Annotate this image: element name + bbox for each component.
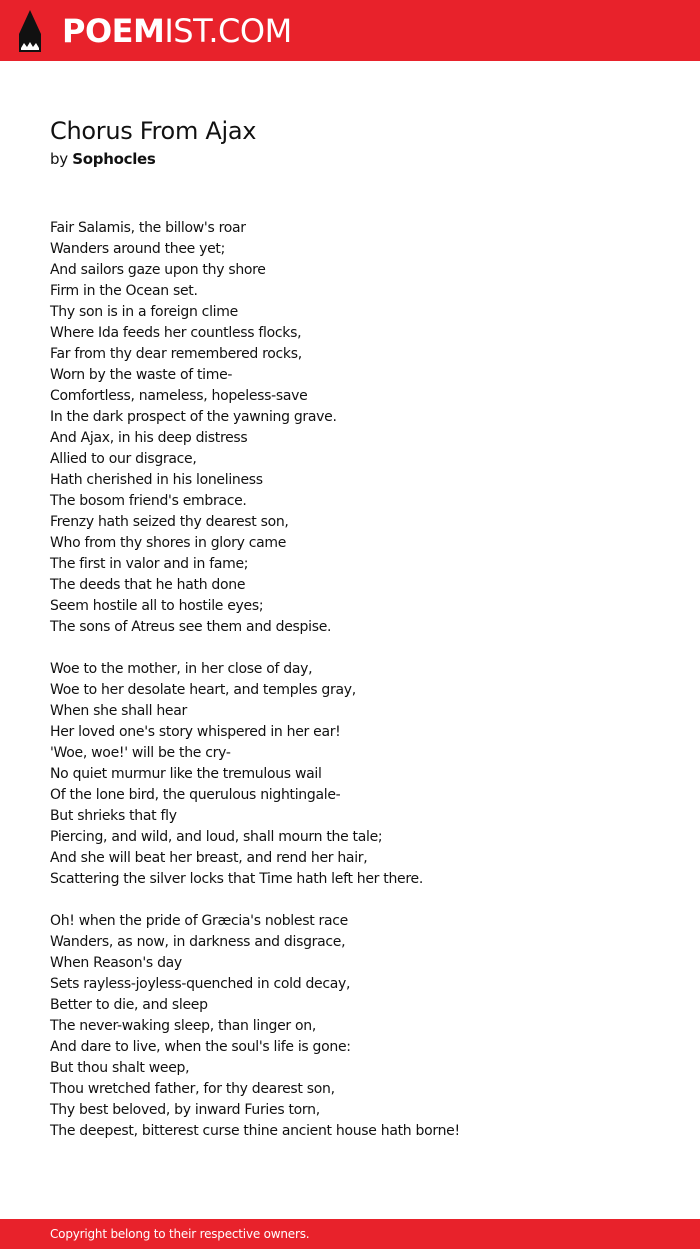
poem-line: Comfortless, nameless, hopeless-save (50, 388, 308, 404)
poem-line: Far from thy dear remembered rocks, (50, 346, 302, 362)
poem-line: Wanders, as now, in darkness and disgrace, (50, 934, 346, 950)
poem-line: Hath cherished in his loneliness (50, 472, 263, 488)
logo-text-light: IST.COM (164, 12, 292, 50)
poem-line: But shrieks that fly (50, 808, 177, 824)
poem-line: The deepest, bitterest curse thine ancient house hath borne! (50, 1123, 460, 1139)
poem-line: And Ajax, in his deep distress (50, 430, 248, 446)
poem-line: Firm in the Ocean set. (50, 283, 198, 299)
poem-line: Fair Salamis, the billow's roar (50, 220, 246, 236)
poem-line: Allied to our disgrace, (50, 451, 197, 467)
poem-line: Seem hostile all to hostile eyes; (50, 598, 264, 614)
byline (50, 148, 156, 170)
poem-stanza (50, 218, 670, 638)
poem-line: Scattering the silver locks that Time hath left her there. (50, 871, 423, 887)
poem-line: Where Ida feeds her countless flocks, (50, 325, 302, 341)
poem-line: Better to die, and sleep (50, 997, 208, 1013)
logo-text-bold: POEM (62, 12, 165, 50)
poem-body (50, 218, 670, 1163)
poem-line: But thou shalt weep, (50, 1060, 190, 1076)
poem-title: Chorus From Ajax (50, 117, 257, 145)
author-name: Sophocles (72, 150, 156, 168)
poem-line: Woe to the mother, in her close of day, (50, 661, 313, 677)
poem-line: Thou wretched father, for thy dearest son, (50, 1081, 335, 1097)
poem-line: Thy son is in a foreign clime (50, 304, 238, 320)
poem-line: The bosom friend's embrace. (50, 493, 247, 509)
site-footer (0, 1219, 700, 1249)
pen-nib-icon[interactable] (18, 10, 42, 52)
poem-line: Wanders around thee yet; (50, 241, 226, 257)
poem-line: Oh! when the pride of Græcia's noblest race (50, 913, 348, 929)
poem-stanza (50, 659, 670, 890)
poem-line: In the dark prospect of the yawning grave. (50, 409, 337, 425)
poem-line: And she will beat her breast, and rend her hair, (50, 850, 368, 866)
poem-line: Sets rayless-joyless-quenched in cold decay, (50, 976, 351, 992)
poem-line: No quiet murmur like the tremulous wail (50, 766, 322, 782)
poem-line: Of the lone bird, the querulous nightingale- (50, 787, 341, 803)
copyright-notice: Copyright belong to their respective owners. (50, 1227, 310, 1241)
poem-line: Frenzy hath seized thy dearest son, (50, 514, 289, 530)
poem-line: Woe to her desolate heart, and temples gray, (50, 682, 356, 698)
poem-line: Thy best beloved, by inward Furies torn, (50, 1102, 320, 1118)
poem-stanza (50, 911, 670, 1142)
poem-line: Worn by the waste of time- (50, 367, 233, 383)
poem-line: 'Woe, woe!' will be the cry- (50, 745, 231, 761)
site-header (0, 0, 700, 61)
by-label: by (50, 150, 68, 168)
poem-line: The first in valor and in fame; (50, 556, 249, 572)
poem-line: The sons of Atreus see them and despise. (50, 619, 332, 635)
site-logo[interactable] (62, 11, 292, 51)
poem-line: The never-waking sleep, than linger on, (50, 1018, 317, 1034)
poem-line: When Reason's day (50, 955, 182, 971)
poem-line: When she shall hear (50, 703, 187, 719)
poem-line: The deeds that he hath done (50, 577, 246, 593)
poem-line: Who from thy shores in glory came (50, 535, 287, 551)
poem-line: Her loved one's story whispered in her ear! (50, 724, 341, 740)
poem-line: And dare to live, when the soul's life is gone: (50, 1039, 351, 1055)
poem-line: And sailors gaze upon thy shore (50, 262, 266, 278)
poem-line: Piercing, and wild, and loud, shall mourn the tale; (50, 829, 383, 845)
